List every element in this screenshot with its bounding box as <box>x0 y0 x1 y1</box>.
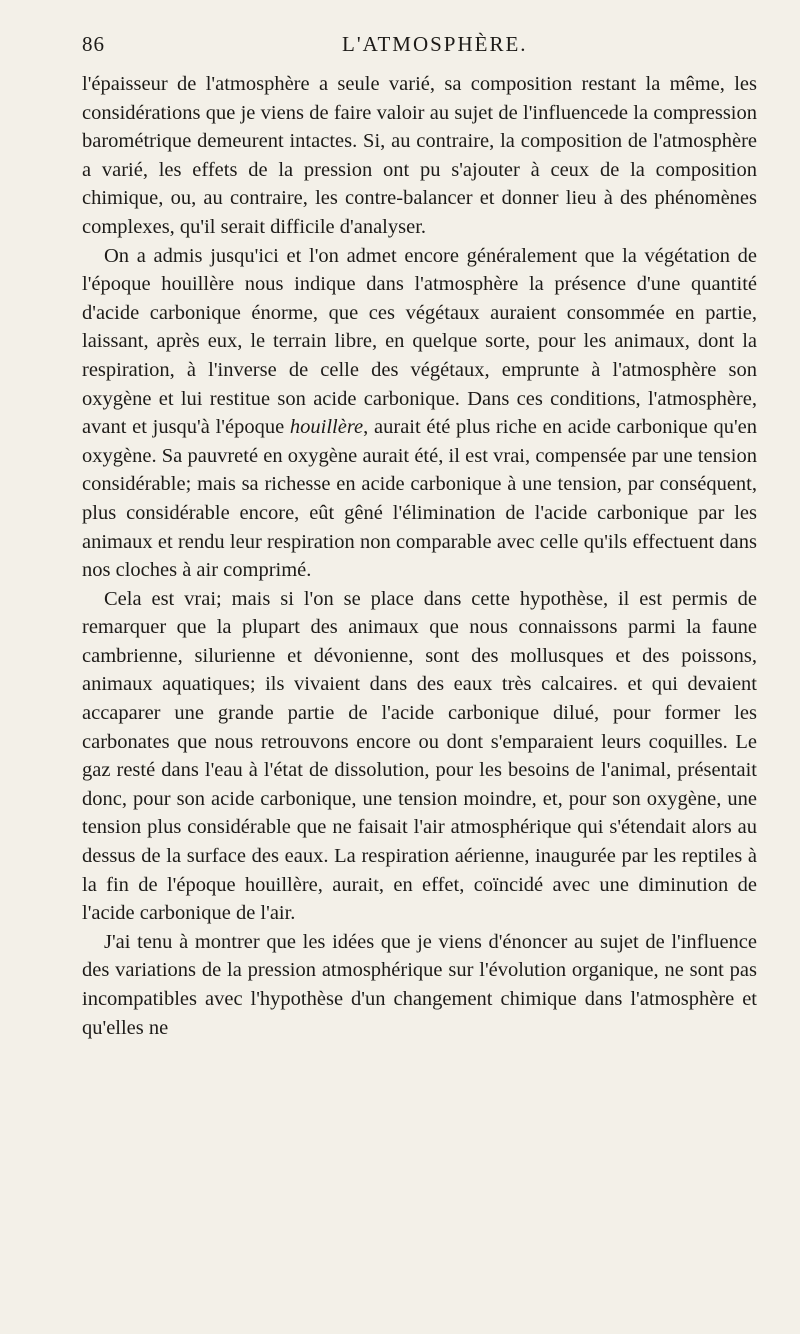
paragraph-3 <box>82 585 757 928</box>
paragraph-2-italic-word: houillère <box>289 416 364 439</box>
paragraph-1-text: l'épaisseur de l'atmosphère a seule varié, sa composition restant la même, les considérations que je viens de faire valoir au sujet de l'influencede la compression barométrique demeurent intactes. Si, au contraire, la composition de l'atmosphère a varié, les effets de la pression ont pu s'ajouter à ceux de la composition chimique, ou, au contraire, les contre-balancer et donner lieu à des phénomènes complexes, qu'il serait difficile d'analyser. <box>82 73 757 238</box>
body-text <box>82 70 757 1042</box>
paragraph-2-text-end: , aurait été plus riche en acide carbonique qu'en oxygène. Sa pauvreté en oxygène aurait été, il est vrai, compensée par une tension considérable; mais sa richesse en acide carbonique à une tension, par conséquent, plus considérable encore, eût gêné l'élimination de l'acide carbonique par les animaux et rendu leur respiration non comparable avec celle qu'ils effectuent dans nos cloches à air comprimé. <box>82 416 758 582</box>
paragraph-3-text: Cela est vrai; mais si l'on se place dans cette hypothèse, il est permis de remarquer que la plupart des animaux que nous connaissons parmi la faune cambrienne, silurienne et dévonienne, sont des mollusques et des poissons, animaux aquatiques; ils vivaient dans des eaux très calcaires. et qui devaient accaparer une grande partie de l'acide carbonique dilué, pour former les carbonates que nous retrouvons encore ou dont s'emparaient leurs coquilles. Le gaz resté dans l'eau à l'état de dissolution, pour les besoins de l'animal, présentait donc, pour son acide carbonique, une tension moindre, et, pour son oxygène, une tension plus considérable que ne faisait l'air atmosphérique qui s'étendait alors au dessus de la surface des eaux. La respiration aérienne, inaugurée par les reptiles à la fin de l'époque houillère, aurait, en effet, coïncidé avec une diminution de l'acide carbonique de l'air. <box>82 587 757 925</box>
running-head: L'ATMOSPHÈRE. <box>342 32 528 56</box>
paragraph-4 <box>82 928 757 1042</box>
paragraph-4-text: J'ai tenu à montrer que les idées que je viens d'énoncer au sujet de l'influence des variations de la pression atmosphérique sur l'évolution organique, ne sont pas incompatibles avec l'hypothèse d'un changement chimique dans l'atmosphère et qu'elles ne <box>82 930 757 1039</box>
page-header <box>82 20 760 56</box>
paragraph-2 <box>82 242 757 585</box>
paragraph-1 <box>82 70 757 242</box>
paragraph-2-text-start: On a admis jusqu'ici et l'on admet encore généralement que la végétation de l'époque houillère nous indique dans l'atmosphère la présence d'une quantité d'acide carbonique énorme, que ces végétaux auraient consommée en partie, laissant, après eux, le terrain libre, en quelque sorte, pour les animaux, dont la respiration, à l'inverse de celle des végétaux, emprunte à l'atmosphère son oxygène et lui restitue son acide carbonique. Dans ces conditions, l'atmosphère, avant et jusqu'à l'époque <box>82 244 757 439</box>
page-number: 86 <box>82 32 105 56</box>
